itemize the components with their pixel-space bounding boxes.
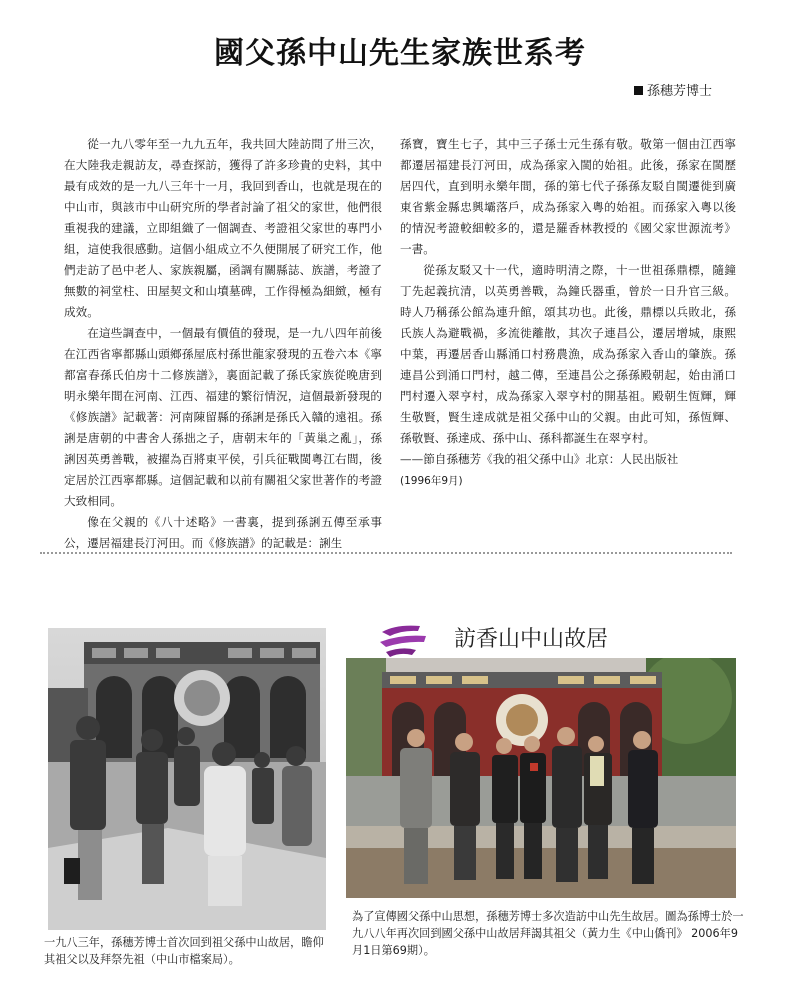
photo-caption-right: 為了宣傳國父孫中山思想，孫穗芳博士多次造訪中山先生故居。圖為孫博士於一九八八年再次回到國父孫中山故居拜謁其祖父（黃力生《中山僑刊》 2006年9月1日第69期）。 <box>352 910 744 957</box>
source-date: (1996年9月) <box>400 475 463 487</box>
photo-1988-group <box>346 658 736 898</box>
article-column-left <box>64 134 382 554</box>
paragraph: 從孫友駁又十一代，適時明清之際，十一世祖孫鼎標，隨鐘丁先起義抗清，以英勇善戰，為鐘氏器重，曾於一日升官三級。時人乃稱孫公館為連升館，頌其功也。此後，鼎標以兵敗北，孫氏族人為避戰禍，多流徙離散，其次子連昌公，遷居增城，康熙中葉，再遷居香山縣涌口村務農漁，成為孫家入香山的肇族。孫連昌公到涌口門村，越二傳，至連昌公之孫孫殿朝起，始由涌口門村遷入翠亨村，成為孫家入翠亨村的開基祖。殿朝生恆輝，輝生敬賢，賢生達成就是祖父孫中山的父親。由此可知，孫恆輝、孫敬賢、孫達成、孫中山、孫科都誕生在翠亨村。 <box>400 263 736 445</box>
dotted-divider <box>40 552 732 554</box>
photo-caption-left: 一九八三年，孫穗芳博士首次回到祖父孫中山故居，瞻仰其祖父以及拜祭先祖（中山市檔案局）。 <box>44 936 324 966</box>
photo-1983-visit <box>48 628 326 930</box>
section-title: 訪香山中山故居 <box>454 627 609 652</box>
paragraph: 從一九八零年至一九九五年，我共回大陸訪問了卅三次，在大陸我走親訪友，尋查探訪，獲得了許多珍貴的史料，其中最有成效的是一九八三年十一月，我回到香山，也就是現在的中山市，與該市中山研究所的學者討論了祖父的家世，他們很重視我的建議，立即組織了一個調查、考證祖父家世的專門小組，這使我很感動。這個小組成立不久便開展了研究工作，他們走訪了邑中老人、家族親屬，函調有關縣誌、族譜，考證了無數的祠堂柱、田屋契文和山墳墓碑，工作得極為細緻，極有成效。 <box>64 137 382 319</box>
article-column-right <box>400 134 736 492</box>
article-title: 國父孫中山先生家族世系考 <box>214 36 586 71</box>
paragraph: 孫寶，寶生七子，其中三子孫士元生孫有敬。敬第一個由江西寧都遷居福建長汀河田，成為孫家入閩的始祖。此後，孫家在閩歷居四代，直到明永樂年間，孫的第七代子孫孫友駁自閩遷徙到廣東省紫金縣忠興壩落戶，成為孫家入粵的始祖。而孫家入粵以後的情況考證較細較多的，還是羅香林教授的《國父家世源流考》一書。 <box>400 137 736 256</box>
section-heading <box>376 620 609 660</box>
square-bullet-icon <box>634 86 643 95</box>
author-name: 孫穗芳博士 <box>646 84 712 99</box>
source-citation <box>400 449 736 492</box>
brush-stroke-icon <box>376 620 436 660</box>
author-byline <box>634 80 712 99</box>
paragraph: 像在父親的《八十述略》一書裏，提到孫誗五傳至承事公，遷居福建長汀河田。而《修族譜》的記載是：誗生 <box>64 515 382 550</box>
paragraph: 在這些調查中，一個最有價值的發現，是一九八四年前後在江西省寧都縣山頭鄉孫屋底村孫世龍家發現的五卷六本《寧都富春孫氏伯房十二修族譜》，裏面記載了孫氏家族從晚唐到明永樂年間在河南、江西、福建的繁衍情況，這個最新發現的《修族譜》記載著：河南陳留縣的孫誗是孫氏入贛的遠祖。孫誗是唐朝的中書舍人孫拙之子，唐朝末年的「黃巢之亂」，孫誗因英勇善戰，被擢為百將東平侯，引兵征戰閩粵江右間，後定居於江西寧都縣。這個記載和以前有關祖父家世著作的考證大致相同。 <box>64 326 382 508</box>
source-line: ——節自孫穗芳《我的祖父孫中山》北京：人民出版社 <box>400 452 679 466</box>
